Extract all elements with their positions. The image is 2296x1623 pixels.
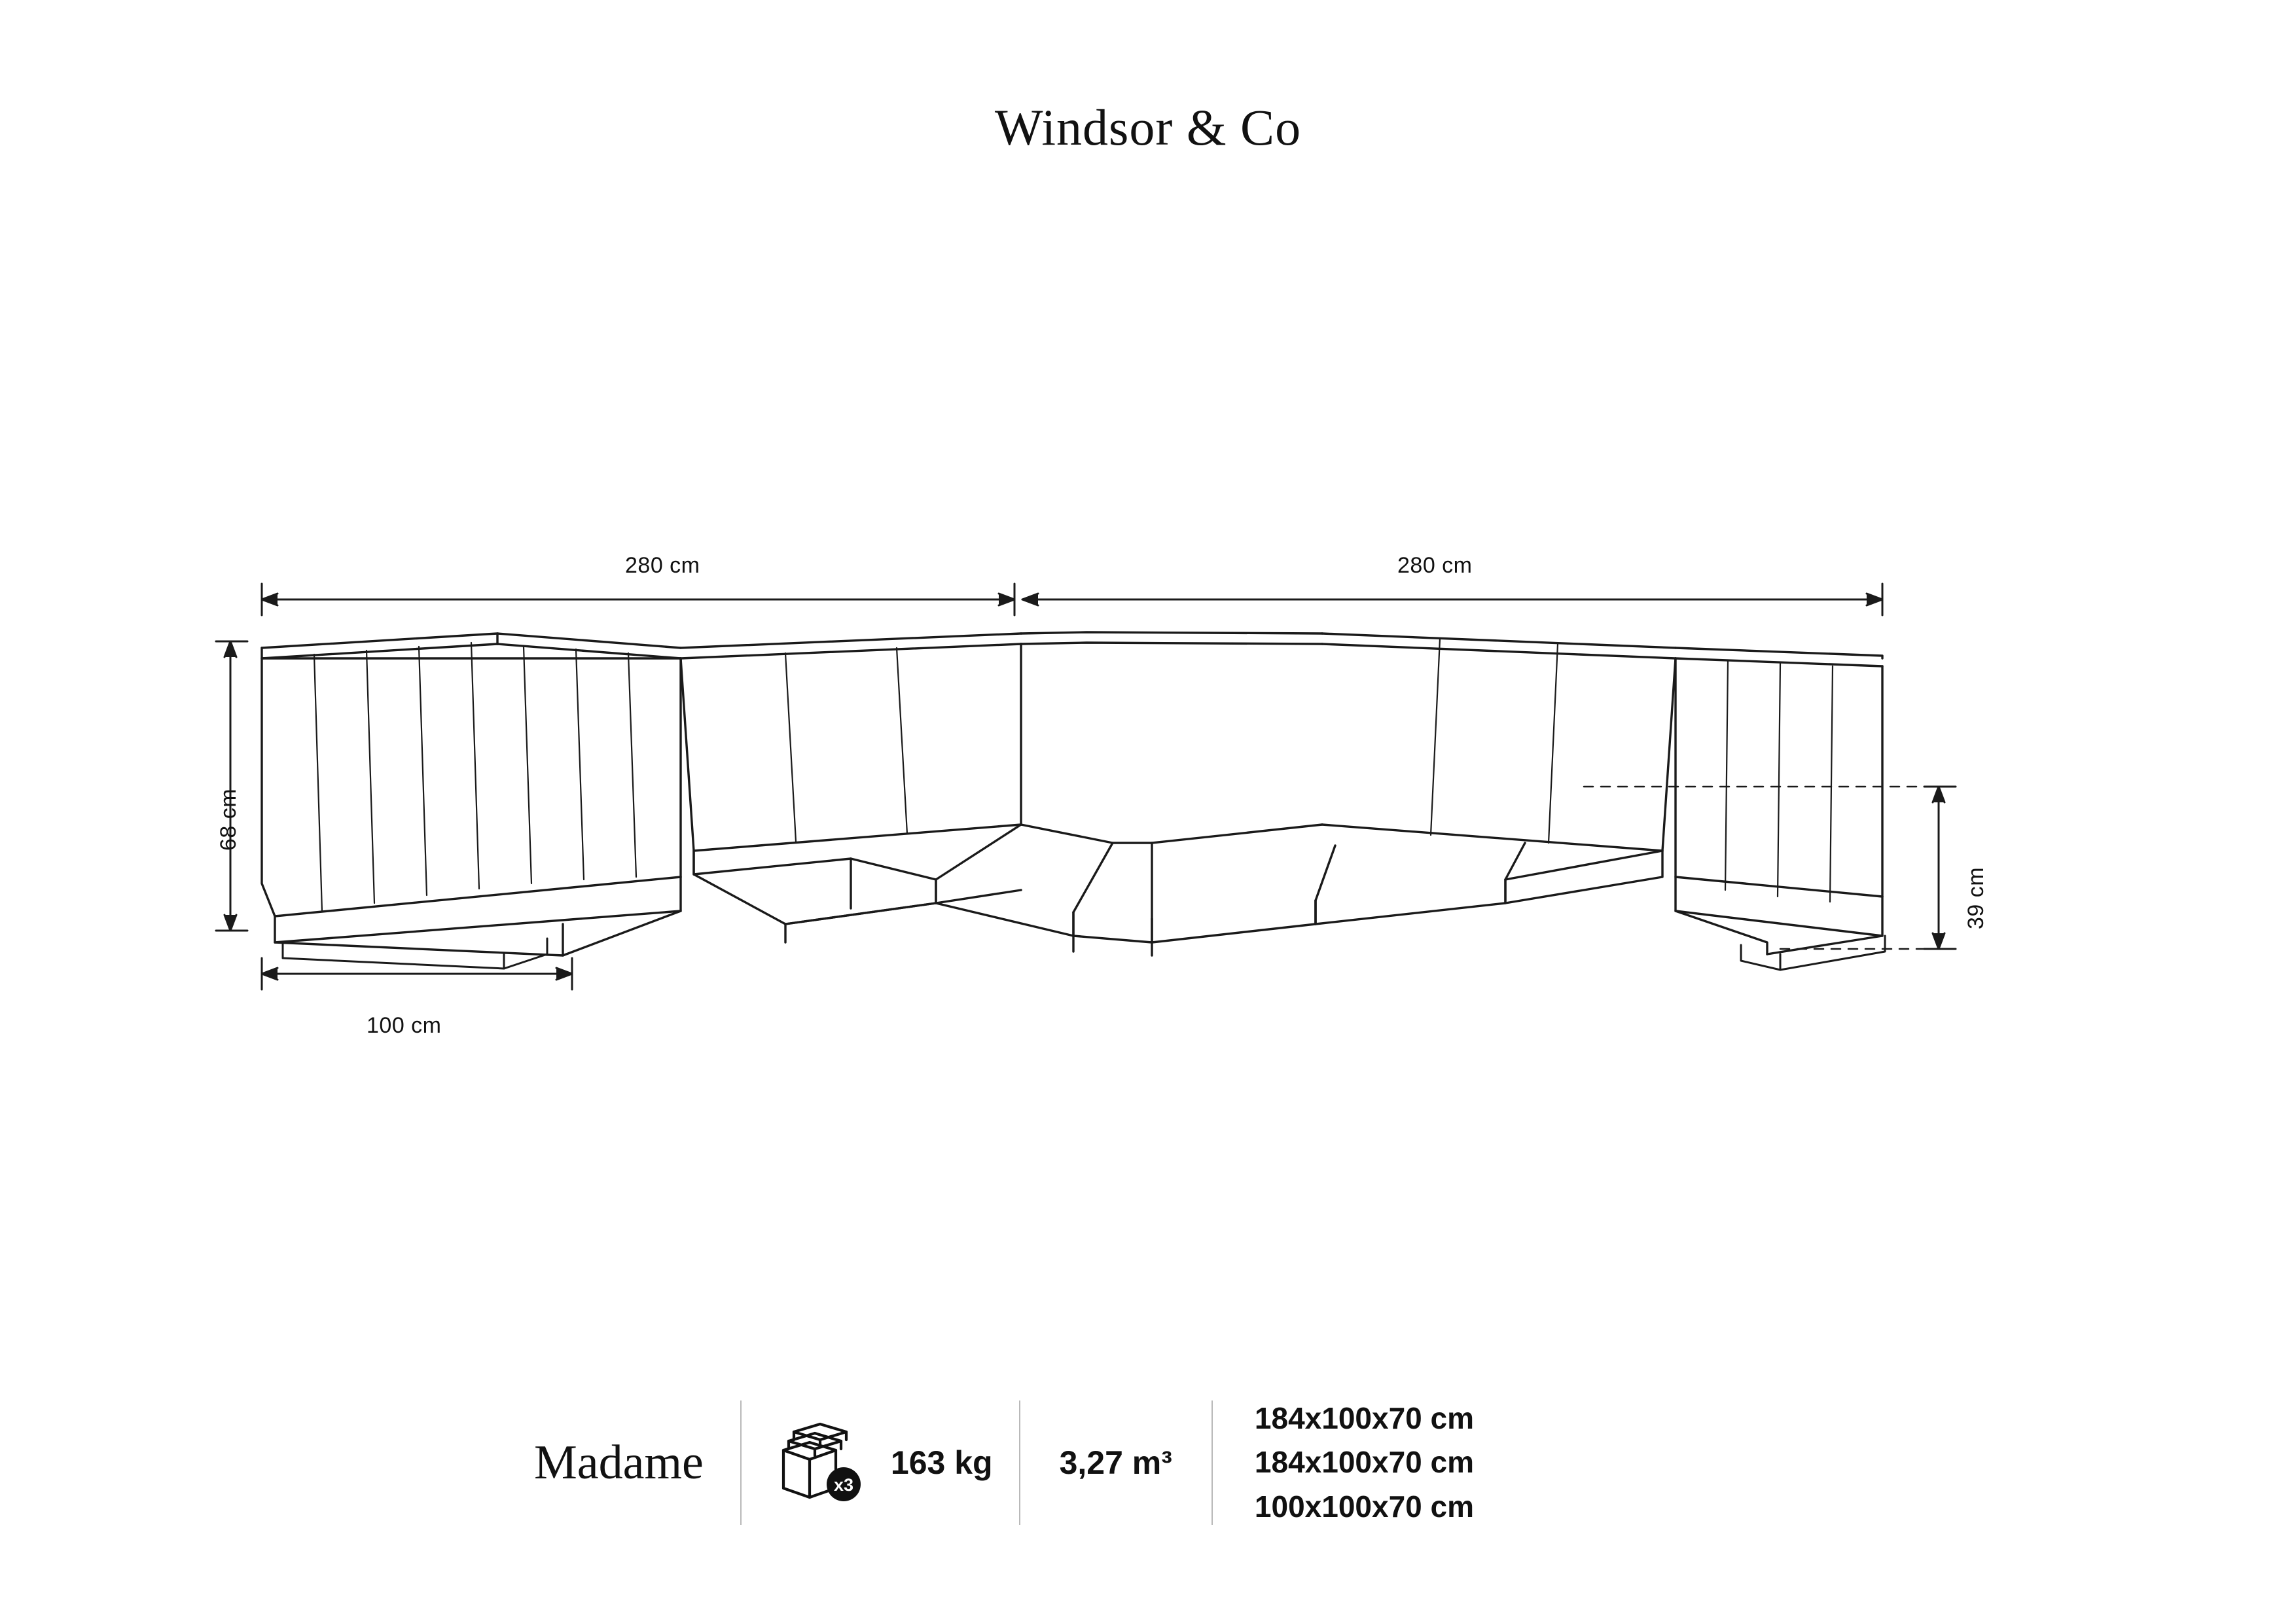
package-count-badge: x3	[833, 1475, 853, 1495]
package-dimensions-cell	[1213, 1400, 1474, 1525]
dimension-arrow-top-right	[1022, 594, 1882, 605]
dimension-arrow-depth	[262, 958, 572, 990]
brand-title: Windsor & Co	[994, 99, 1302, 156]
package-dimension-line: 184x100x70 cm	[1254, 1445, 1475, 1480]
leader-lines	[1584, 787, 1931, 949]
sofa-technical-drawing	[0, 484, 2296, 1132]
model-name-cell	[517, 1400, 740, 1525]
dimension-arrow-seat-height	[1924, 787, 1956, 949]
package-weight: 163 kg	[890, 1444, 993, 1481]
model-name: Madame	[534, 1435, 704, 1489]
package-dimension-line: 100x100x70 cm	[1254, 1489, 1475, 1524]
box-stack-icon	[778, 1420, 869, 1505]
packaging-cell	[742, 1400, 1019, 1525]
volume-cell	[1020, 1400, 1211, 1525]
sofa-body	[262, 632, 1882, 955]
dimension-label-seat-height: 39 cm	[1964, 866, 1988, 929]
package-volume: 3,27 m³	[1059, 1444, 1172, 1481]
dimension-label-depth: 100 cm	[367, 1013, 442, 1038]
package-dimension-line: 184x100x70 cm	[1254, 1400, 1475, 1435]
dimension-arrow-height	[216, 641, 247, 931]
spec-footer	[517, 1387, 1780, 1538]
dimension-label-top-left: 280 cm	[625, 553, 700, 578]
dimension-arrow-top-left	[262, 584, 1014, 615]
dimension-label-top-right: 280 cm	[1397, 553, 1473, 578]
dimension-label-height: 68 cm	[216, 788, 241, 851]
